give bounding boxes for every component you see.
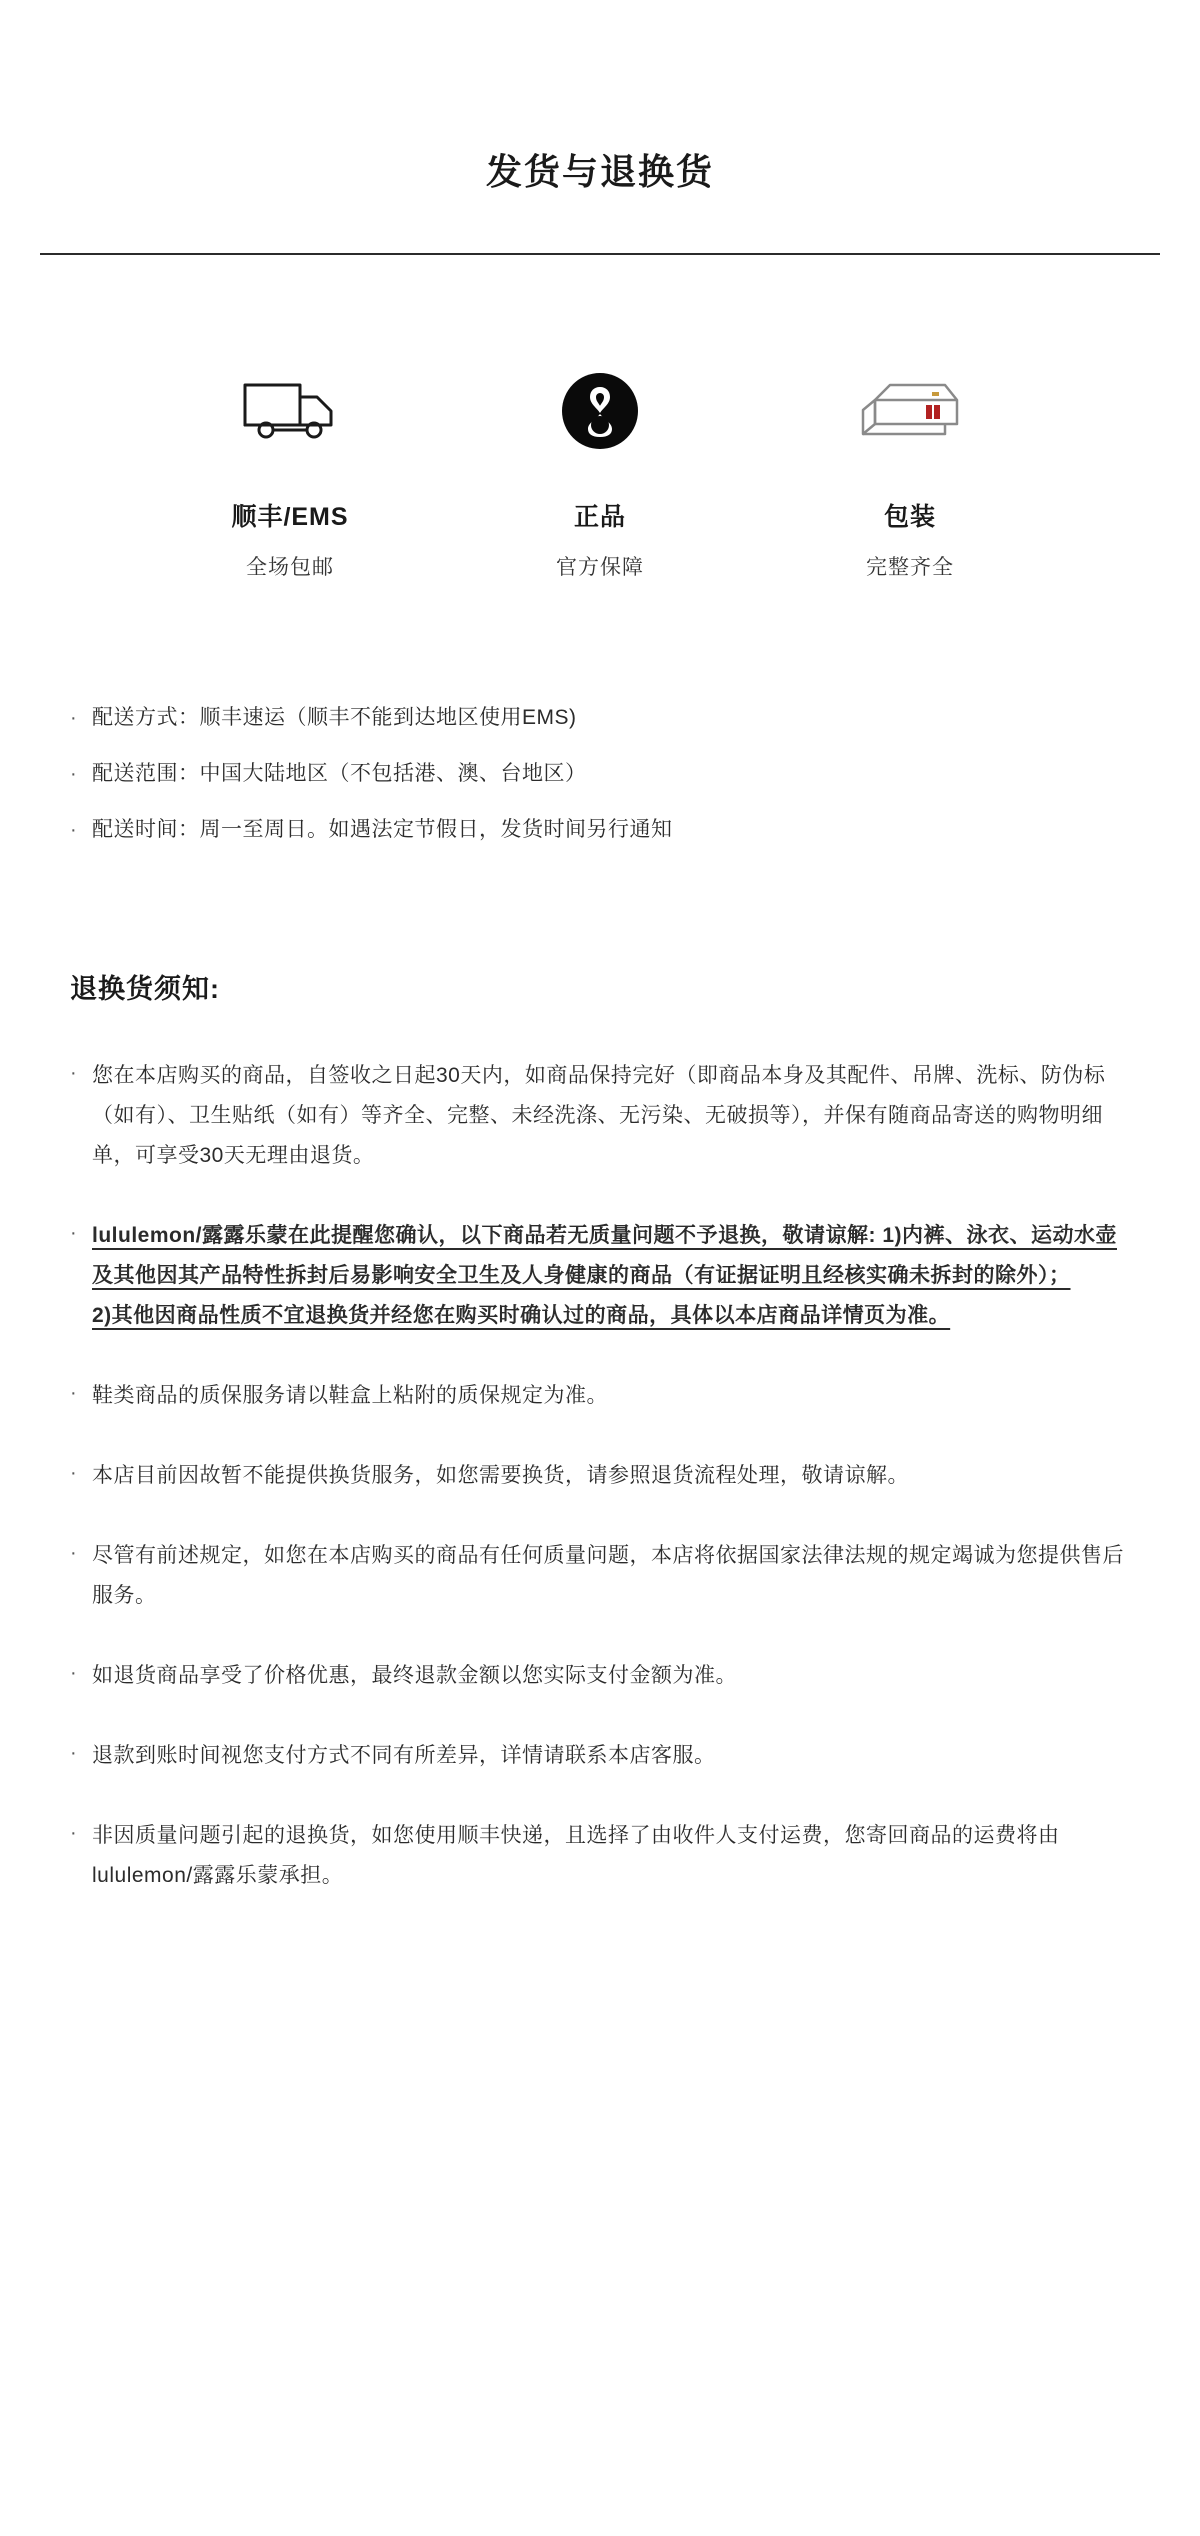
feature-title: 包装 <box>883 503 936 532</box>
feature-subtitle: 完整齐全 <box>866 556 954 580</box>
list-item <box>70 813 1130 847</box>
bullet-icon: · <box>70 1742 77 1765</box>
feature-row <box>160 365 1040 581</box>
returns-policy-text: 您在本店购买的商品，自签收之日起30天内，如商品保持完好（即商品本身及其配件、吊牌、洗标、防伪标（如有）、卫生贴纸（如有）等齐全、完整、未经洗涤、无污染、无破损等），并保有随商品寄送的购物明细单，可享受30天无理由退货。 <box>92 1064 1106 1168</box>
returns-policy-text: 鞋类商品的质保服务请以鞋盒上粘附的质保规定为准。 <box>92 1384 608 1408</box>
bottom-spacer <box>0 1936 1200 2006</box>
lululemon-logo-icon <box>470 365 730 457</box>
list-item <box>70 1376 1130 1416</box>
bullet-icon: · <box>70 1062 77 1085</box>
returns-policy-text: 本店目前因故暂不能提供换货服务，如您需要换货，请参照退货流程处理，敬请谅解。 <box>92 1464 909 1488</box>
delivery-area-text: 配送范围：中国大陆地区（不包括港、澳、台地区） <box>92 762 587 786</box>
feature-subtitle: 全场包邮 <box>246 556 334 580</box>
bullet-icon: · <box>70 1222 77 1245</box>
bullet-icon: · <box>70 1462 77 1485</box>
list-item <box>70 1816 1130 1896</box>
returns-exception-part2: 2)其他因商品性质不宜退换货并经您在购买时确认过的商品，具体以本店商品详情页为准。 <box>92 1304 951 1328</box>
delivery-method-text: 配送方式：顺丰速运（顺丰不能到达地区使用EMS) <box>92 706 577 730</box>
feature-authentic <box>470 365 730 581</box>
list-item <box>70 1056 1130 1176</box>
package-box-icon <box>780 365 1040 457</box>
feature-shipping <box>160 365 420 581</box>
bullet-icon: · <box>70 1662 77 1685</box>
title-divider <box>40 253 1160 255</box>
delivery-info-list <box>70 701 1130 847</box>
list-item <box>70 1656 1130 1696</box>
list-item <box>70 1736 1130 1776</box>
returns-exception-part1: lululemon/露露乐蒙在此提醒您确认，以下商品若无质量问题不予退换，敬请谅解: 1)内裤、泳衣、运动水壶及其他因其产品特性拆封后易影响安全卫生及人身健康的商品（有证据证明且经核实确未拆封的除外）； <box>92 1224 1117 1288</box>
returns-heading: 退换货须知: <box>70 974 220 1005</box>
list-item <box>70 1456 1130 1496</box>
returns-policy-text: 如退货商品享受了价格优惠，最终退款金额以您实际支付金额为准。 <box>92 1664 737 1688</box>
returns-policy-list <box>70 1056 1130 1896</box>
bullet-icon: · <box>70 1542 77 1565</box>
returns-policy-text: 退款到账时间视您支付方式不同有所差异，详情请联系本店客服。 <box>92 1744 716 1768</box>
list-item <box>70 757 1130 791</box>
list-item <box>70 1536 1130 1616</box>
feature-packaging <box>780 365 1040 581</box>
returns-policy-text: 尽管有前述规定，如您在本店购买的商品有任何质量问题，本店将依据国家法律法规的规定竭诚为您提供售后服务。 <box>92 1544 1124 1608</box>
page-title-section <box>0 0 1200 255</box>
delivery-time-text: 配送时间：周一至周日。如遇法定节假日，发货时间另行通知 <box>92 818 673 842</box>
feature-title: 顺丰/EMS <box>231 503 349 532</box>
bullet-icon: · <box>70 1382 77 1405</box>
feature-subtitle: 官方保障 <box>556 556 644 580</box>
returns-exception-text <box>92 1216 1130 1336</box>
bullet-icon: · <box>70 819 77 842</box>
truck-icon <box>160 365 420 457</box>
list-item <box>70 701 1130 735</box>
bullet-icon: · <box>70 1822 77 1845</box>
bullet-icon: · <box>70 763 77 786</box>
bullet-icon: · <box>70 707 77 730</box>
page-title: 发货与退换货 <box>485 151 714 192</box>
returns-policy-text: 非因质量问题引起的退换货，如您使用顺丰快递，且选择了由收件人支付运费，您寄回商品的运费将由lululemon/露露乐蒙承担。 <box>92 1824 1060 1888</box>
list-item-emphasized <box>70 1216 1130 1336</box>
feature-title: 正品 <box>573 503 626 532</box>
